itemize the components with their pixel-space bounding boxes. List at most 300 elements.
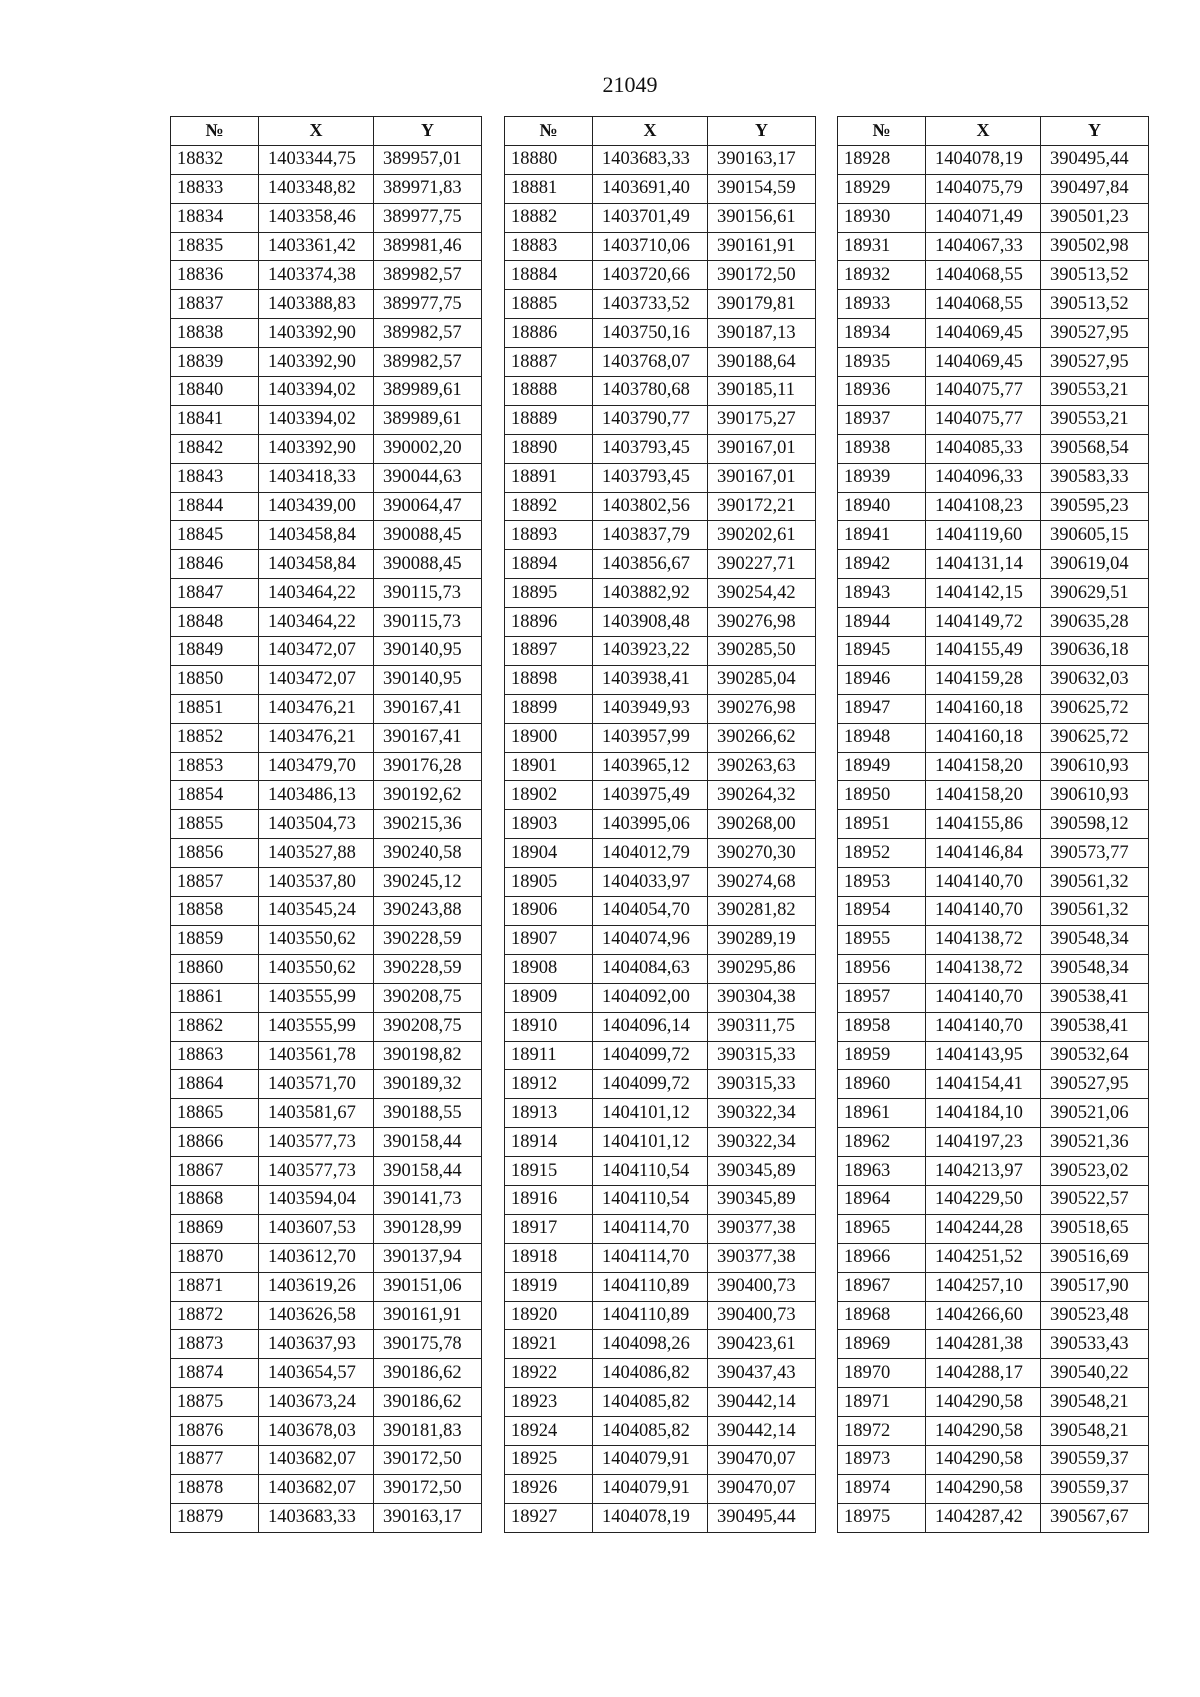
table-row (505, 1417, 816, 1446)
point-number-cell: 18947 (838, 694, 926, 723)
y-coordinate-cell: 390175,78 (374, 1330, 482, 1359)
x-coordinate-cell: 1404149,72 (926, 608, 1041, 637)
point-number-cell: 18889 (505, 405, 593, 434)
x-coordinate-cell: 1403856,67 (593, 550, 708, 579)
x-coordinate-cell: 1403504,73 (259, 810, 374, 839)
table-row (838, 1272, 1149, 1301)
point-number-cell: 18871 (171, 1272, 259, 1301)
table-row (838, 781, 1149, 810)
point-number-cell: 18935 (838, 348, 926, 377)
y-coordinate-cell: 390141,73 (374, 1185, 482, 1214)
x-coordinate-cell: 1404084,63 (593, 954, 708, 983)
point-number-cell: 18921 (505, 1330, 593, 1359)
table-row (838, 521, 1149, 550)
table-row (505, 1243, 816, 1272)
y-coordinate-cell: 390501,23 (1041, 203, 1149, 232)
header-x: X (926, 117, 1041, 146)
point-number-cell: 18970 (838, 1359, 926, 1388)
y-coordinate-cell: 389989,61 (374, 377, 482, 406)
y-coordinate-cell: 390442,14 (708, 1388, 816, 1417)
table-row (838, 232, 1149, 261)
point-number-cell: 18851 (171, 694, 259, 723)
y-coordinate-cell: 390548,21 (1041, 1417, 1149, 1446)
point-number-cell: 18940 (838, 492, 926, 521)
point-number-cell: 18879 (171, 1503, 259, 1532)
x-coordinate-cell: 1404069,45 (926, 319, 1041, 348)
point-number-cell: 18933 (838, 290, 926, 319)
table-row (171, 232, 482, 261)
table-header-row (171, 117, 482, 146)
x-coordinate-cell: 1403418,33 (259, 463, 374, 492)
point-number-cell: 18874 (171, 1359, 259, 1388)
x-coordinate-cell: 1404110,54 (593, 1185, 708, 1214)
y-coordinate-cell: 390188,55 (374, 1099, 482, 1128)
x-coordinate-cell: 1403458,84 (259, 550, 374, 579)
y-coordinate-cell: 390264,32 (708, 781, 816, 810)
point-number-cell: 18936 (838, 377, 926, 406)
point-number-cell: 18887 (505, 348, 593, 377)
table-row (171, 637, 482, 666)
point-number-cell: 18897 (505, 637, 593, 666)
x-coordinate-cell: 1403626,58 (259, 1301, 374, 1330)
y-coordinate-cell: 390595,23 (1041, 492, 1149, 521)
y-coordinate-cell: 390181,83 (374, 1417, 482, 1446)
table-row (838, 868, 1149, 897)
y-coordinate-cell: 390192,62 (374, 781, 482, 810)
x-coordinate-cell: 1404079,91 (593, 1445, 708, 1474)
y-coordinate-cell: 389982,57 (374, 261, 482, 290)
point-number-cell: 18949 (838, 752, 926, 781)
point-number-cell: 18843 (171, 463, 259, 492)
x-coordinate-cell: 1404131,14 (926, 550, 1041, 579)
y-coordinate-cell: 390274,68 (708, 868, 816, 897)
table-row (838, 983, 1149, 1012)
table-row (838, 839, 1149, 868)
y-coordinate-cell: 390553,21 (1041, 405, 1149, 434)
point-number-cell: 18863 (171, 1041, 259, 1070)
point-number-cell: 18876 (171, 1417, 259, 1446)
x-coordinate-cell: 1403654,57 (259, 1359, 374, 1388)
table-row (505, 579, 816, 608)
x-coordinate-cell: 1404085,33 (926, 434, 1041, 463)
table-row (171, 463, 482, 492)
table-row (505, 723, 816, 752)
x-coordinate-cell: 1403358,46 (259, 203, 374, 232)
point-number-cell: 18909 (505, 983, 593, 1012)
y-coordinate-cell: 390522,57 (1041, 1185, 1149, 1214)
y-coordinate-cell: 390516,69 (1041, 1243, 1149, 1272)
y-coordinate-cell: 390198,82 (374, 1041, 482, 1070)
y-coordinate-cell: 390518,65 (1041, 1214, 1149, 1243)
table-row (505, 1388, 816, 1417)
y-coordinate-cell: 390568,54 (1041, 434, 1149, 463)
y-coordinate-cell: 390315,33 (708, 1041, 816, 1070)
x-coordinate-cell: 1403476,21 (259, 694, 374, 723)
point-number-cell: 18888 (505, 377, 593, 406)
point-number-cell: 18857 (171, 868, 259, 897)
x-coordinate-cell: 1404101,12 (593, 1128, 708, 1157)
table-row (171, 897, 482, 926)
y-coordinate-cell: 390254,42 (708, 579, 816, 608)
table-row (838, 348, 1149, 377)
y-coordinate-cell: 390228,59 (374, 954, 482, 983)
point-number-cell: 18912 (505, 1070, 593, 1099)
point-number-cell: 18885 (505, 290, 593, 319)
x-coordinate-cell: 1403612,70 (259, 1243, 374, 1272)
y-coordinate-cell: 390553,21 (1041, 377, 1149, 406)
point-number-cell: 18950 (838, 781, 926, 810)
x-coordinate-cell: 1403938,41 (593, 665, 708, 694)
coordinates-table-2 (504, 116, 816, 1533)
table-row (505, 897, 816, 926)
point-number-cell: 18869 (171, 1214, 259, 1243)
table-row (838, 1012, 1149, 1041)
point-number-cell: 18908 (505, 954, 593, 983)
y-coordinate-cell: 390266,62 (708, 723, 816, 752)
table-row (171, 405, 482, 434)
y-coordinate-cell: 390538,41 (1041, 1012, 1149, 1041)
table-row (505, 348, 816, 377)
x-coordinate-cell: 1404140,70 (926, 1012, 1041, 1041)
table-row (838, 1041, 1149, 1070)
x-coordinate-cell: 1404290,58 (926, 1417, 1041, 1446)
table-row (838, 203, 1149, 232)
x-coordinate-cell: 1403710,06 (593, 232, 708, 261)
table-row (171, 348, 482, 377)
table-row (171, 983, 482, 1012)
y-coordinate-cell: 390513,52 (1041, 261, 1149, 290)
y-coordinate-cell: 390285,50 (708, 637, 816, 666)
x-coordinate-cell: 1403793,45 (593, 434, 708, 463)
y-coordinate-cell: 390276,98 (708, 694, 816, 723)
table-row (505, 781, 816, 810)
y-coordinate-cell: 390263,63 (708, 752, 816, 781)
table-row (171, 1185, 482, 1214)
table-row (838, 954, 1149, 983)
x-coordinate-cell: 1403392,90 (259, 434, 374, 463)
y-coordinate-cell: 390437,43 (708, 1359, 816, 1388)
y-coordinate-cell: 389982,57 (374, 319, 482, 348)
coordinates-table-1 (170, 116, 482, 1533)
table-row (171, 550, 482, 579)
x-coordinate-cell: 1403837,79 (593, 521, 708, 550)
x-coordinate-cell: 1404244,28 (926, 1214, 1041, 1243)
y-coordinate-cell: 390154,59 (708, 174, 816, 203)
x-coordinate-cell: 1403682,07 (259, 1474, 374, 1503)
table-row (171, 319, 482, 348)
table-row (505, 954, 816, 983)
x-coordinate-cell: 1404251,52 (926, 1243, 1041, 1272)
y-coordinate-cell: 390228,59 (374, 925, 482, 954)
y-coordinate-cell: 389957,01 (374, 145, 482, 174)
point-number-cell: 18961 (838, 1099, 926, 1128)
y-coordinate-cell: 390268,00 (708, 810, 816, 839)
x-coordinate-cell: 1404290,58 (926, 1445, 1041, 1474)
table-row (838, 637, 1149, 666)
table-row (171, 203, 482, 232)
table-row (171, 261, 482, 290)
table-row (838, 1474, 1149, 1503)
x-coordinate-cell: 1403550,62 (259, 925, 374, 954)
y-coordinate-cell: 390179,81 (708, 290, 816, 319)
table-header-row (838, 117, 1149, 146)
y-coordinate-cell: 390156,61 (708, 203, 816, 232)
y-coordinate-cell: 390619,04 (1041, 550, 1149, 579)
x-coordinate-cell: 1403472,07 (259, 637, 374, 666)
point-number-cell: 18867 (171, 1157, 259, 1186)
y-coordinate-cell: 390088,45 (374, 550, 482, 579)
point-number-cell: 18834 (171, 203, 259, 232)
point-number-cell: 18893 (505, 521, 593, 550)
y-coordinate-cell: 390527,95 (1041, 1070, 1149, 1099)
table-row (838, 1359, 1149, 1388)
point-number-cell: 18858 (171, 897, 259, 926)
x-coordinate-cell: 1403439,00 (259, 492, 374, 521)
table-row (838, 550, 1149, 579)
table-row (505, 377, 816, 406)
x-coordinate-cell: 1404158,20 (926, 781, 1041, 810)
x-coordinate-cell: 1404085,82 (593, 1388, 708, 1417)
point-number-cell: 18958 (838, 1012, 926, 1041)
x-coordinate-cell: 1404114,70 (593, 1214, 708, 1243)
table-row (171, 1417, 482, 1446)
table-row (505, 463, 816, 492)
y-coordinate-cell: 390625,72 (1041, 694, 1149, 723)
table-row (171, 868, 482, 897)
point-number-cell: 18975 (838, 1503, 926, 1532)
x-coordinate-cell: 1404197,23 (926, 1128, 1041, 1157)
header-number: № (838, 117, 926, 146)
table-row (838, 434, 1149, 463)
x-coordinate-cell: 1404075,77 (926, 405, 1041, 434)
x-coordinate-cell: 1404138,72 (926, 954, 1041, 983)
point-number-cell: 18918 (505, 1243, 593, 1272)
table-row (838, 925, 1149, 954)
table-row (171, 377, 482, 406)
table-row (505, 608, 816, 637)
y-coordinate-cell: 390176,28 (374, 752, 482, 781)
y-coordinate-cell: 390285,04 (708, 665, 816, 694)
y-coordinate-cell: 390172,50 (374, 1474, 482, 1503)
table-row (171, 1041, 482, 1070)
y-coordinate-cell: 390289,19 (708, 925, 816, 954)
table-row (505, 1272, 816, 1301)
table-row (505, 203, 816, 232)
point-number-cell: 18972 (838, 1417, 926, 1446)
point-number-cell: 18948 (838, 723, 926, 752)
x-coordinate-cell: 1403733,52 (593, 290, 708, 319)
table-row (838, 1445, 1149, 1474)
point-number-cell: 18967 (838, 1272, 926, 1301)
x-coordinate-cell: 1403577,73 (259, 1157, 374, 1186)
table-row (838, 1214, 1149, 1243)
table-row (171, 839, 482, 868)
x-coordinate-cell: 1404012,79 (593, 839, 708, 868)
point-number-cell: 18895 (505, 579, 593, 608)
x-coordinate-cell: 1403673,24 (259, 1388, 374, 1417)
table-row (505, 1445, 816, 1474)
point-number-cell: 18878 (171, 1474, 259, 1503)
y-coordinate-cell: 390270,30 (708, 839, 816, 868)
table-row (171, 723, 482, 752)
y-coordinate-cell: 390175,27 (708, 405, 816, 434)
table-row (505, 1359, 816, 1388)
y-coordinate-cell: 390161,91 (374, 1301, 482, 1330)
x-coordinate-cell: 1403472,07 (259, 665, 374, 694)
y-coordinate-cell: 390470,07 (708, 1445, 816, 1474)
table-row (171, 1128, 482, 1157)
table-row (171, 1330, 482, 1359)
x-coordinate-cell: 1403361,42 (259, 232, 374, 261)
table-row (505, 290, 816, 319)
point-number-cell: 18901 (505, 752, 593, 781)
x-coordinate-cell: 1403388,83 (259, 290, 374, 319)
x-coordinate-cell: 1403555,99 (259, 983, 374, 1012)
y-coordinate-cell: 390610,93 (1041, 781, 1149, 810)
x-coordinate-cell: 1403750,16 (593, 319, 708, 348)
x-coordinate-cell: 1404085,82 (593, 1417, 708, 1446)
coordinates-table-3 (837, 116, 1149, 1533)
table-row (838, 608, 1149, 637)
point-number-cell: 18922 (505, 1359, 593, 1388)
point-number-cell: 18894 (505, 550, 593, 579)
x-coordinate-cell: 1403957,99 (593, 723, 708, 752)
x-coordinate-cell: 1404099,72 (593, 1041, 708, 1070)
x-coordinate-cell: 1404154,41 (926, 1070, 1041, 1099)
y-coordinate-cell: 390540,22 (1041, 1359, 1149, 1388)
point-number-cell: 18839 (171, 348, 259, 377)
y-coordinate-cell: 390322,34 (708, 1099, 816, 1128)
y-coordinate-cell: 390315,33 (708, 1070, 816, 1099)
x-coordinate-cell: 1403678,03 (259, 1417, 374, 1446)
x-coordinate-cell: 1404096,33 (926, 463, 1041, 492)
y-coordinate-cell: 390377,38 (708, 1214, 816, 1243)
y-coordinate-cell: 390202,61 (708, 521, 816, 550)
table-row (838, 145, 1149, 174)
x-coordinate-cell: 1403802,56 (593, 492, 708, 521)
table-row (171, 1272, 482, 1301)
point-number-cell: 18957 (838, 983, 926, 1012)
table-row (171, 1503, 482, 1532)
point-number-cell: 18886 (505, 319, 593, 348)
y-coordinate-cell: 390527,95 (1041, 319, 1149, 348)
y-coordinate-cell: 390548,21 (1041, 1388, 1149, 1417)
point-number-cell: 18925 (505, 1445, 593, 1474)
table-row (505, 665, 816, 694)
point-number-cell: 18971 (838, 1388, 926, 1417)
point-number-cell: 18907 (505, 925, 593, 954)
table-row (171, 1388, 482, 1417)
x-coordinate-cell: 1403464,22 (259, 608, 374, 637)
x-coordinate-cell: 1404140,70 (926, 983, 1041, 1012)
x-coordinate-cell: 1404092,00 (593, 983, 708, 1012)
table-row (505, 1041, 816, 1070)
table-row (505, 637, 816, 666)
y-coordinate-cell: 389981,46 (374, 232, 482, 261)
header-y: Y (708, 117, 816, 146)
table-row (171, 521, 482, 550)
y-coordinate-cell: 390513,52 (1041, 290, 1149, 319)
table-row (171, 1070, 482, 1099)
y-coordinate-cell: 390002,20 (374, 434, 482, 463)
point-number-cell: 18844 (171, 492, 259, 521)
x-coordinate-cell: 1404074,96 (593, 925, 708, 954)
x-coordinate-cell: 1403555,99 (259, 1012, 374, 1041)
table-row (838, 319, 1149, 348)
table-row (838, 897, 1149, 926)
x-coordinate-cell: 1404075,77 (926, 377, 1041, 406)
point-number-cell: 18945 (838, 637, 926, 666)
x-coordinate-cell: 1404086,82 (593, 1359, 708, 1388)
table-row (171, 608, 482, 637)
x-coordinate-cell: 1404290,58 (926, 1388, 1041, 1417)
x-coordinate-cell: 1404142,15 (926, 579, 1041, 608)
point-number-cell: 18926 (505, 1474, 593, 1503)
table-row (171, 810, 482, 839)
header-number: № (505, 117, 593, 146)
table-row (171, 579, 482, 608)
header-x: X (593, 117, 708, 146)
table-row (505, 983, 816, 1012)
point-number-cell: 18938 (838, 434, 926, 463)
point-number-cell: 18923 (505, 1388, 593, 1417)
x-coordinate-cell: 1403965,12 (593, 752, 708, 781)
y-coordinate-cell: 390128,99 (374, 1214, 482, 1243)
point-number-cell: 18833 (171, 174, 259, 203)
point-number-cell: 18862 (171, 1012, 259, 1041)
table-row (838, 290, 1149, 319)
point-number-cell: 18915 (505, 1157, 593, 1186)
x-coordinate-cell: 1403619,26 (259, 1272, 374, 1301)
table-row (838, 1388, 1149, 1417)
x-coordinate-cell: 1403683,33 (593, 145, 708, 174)
table-row (171, 1301, 482, 1330)
table-row (505, 261, 816, 290)
table-row (505, 1012, 816, 1041)
x-coordinate-cell: 1404160,18 (926, 723, 1041, 752)
point-number-cell: 18848 (171, 608, 259, 637)
point-number-cell: 18959 (838, 1041, 926, 1070)
x-coordinate-cell: 1404146,84 (926, 839, 1041, 868)
x-coordinate-cell: 1403581,67 (259, 1099, 374, 1128)
point-number-cell: 18966 (838, 1243, 926, 1272)
table-row (171, 1359, 482, 1388)
table-row (171, 1157, 482, 1186)
x-coordinate-cell: 1403458,84 (259, 521, 374, 550)
point-number-cell: 18906 (505, 897, 593, 926)
y-coordinate-cell: 390163,17 (708, 145, 816, 174)
y-coordinate-cell: 390167,01 (708, 434, 816, 463)
x-coordinate-cell: 1404110,54 (593, 1157, 708, 1186)
table-row (171, 752, 482, 781)
point-number-cell: 18898 (505, 665, 593, 694)
x-coordinate-cell: 1403683,33 (259, 1503, 374, 1532)
header-number: № (171, 117, 259, 146)
table-row (838, 1157, 1149, 1186)
x-coordinate-cell: 1404159,28 (926, 665, 1041, 694)
y-coordinate-cell: 389982,57 (374, 348, 482, 377)
point-number-cell: 18870 (171, 1243, 259, 1272)
point-number-cell: 18939 (838, 463, 926, 492)
x-coordinate-cell: 1403537,80 (259, 868, 374, 897)
point-number-cell: 18854 (171, 781, 259, 810)
point-number-cell: 18937 (838, 405, 926, 434)
y-coordinate-cell: 390240,58 (374, 839, 482, 868)
x-coordinate-cell: 1403637,93 (259, 1330, 374, 1359)
table-row (505, 550, 816, 579)
y-coordinate-cell: 389971,83 (374, 174, 482, 203)
table-row (838, 1185, 1149, 1214)
